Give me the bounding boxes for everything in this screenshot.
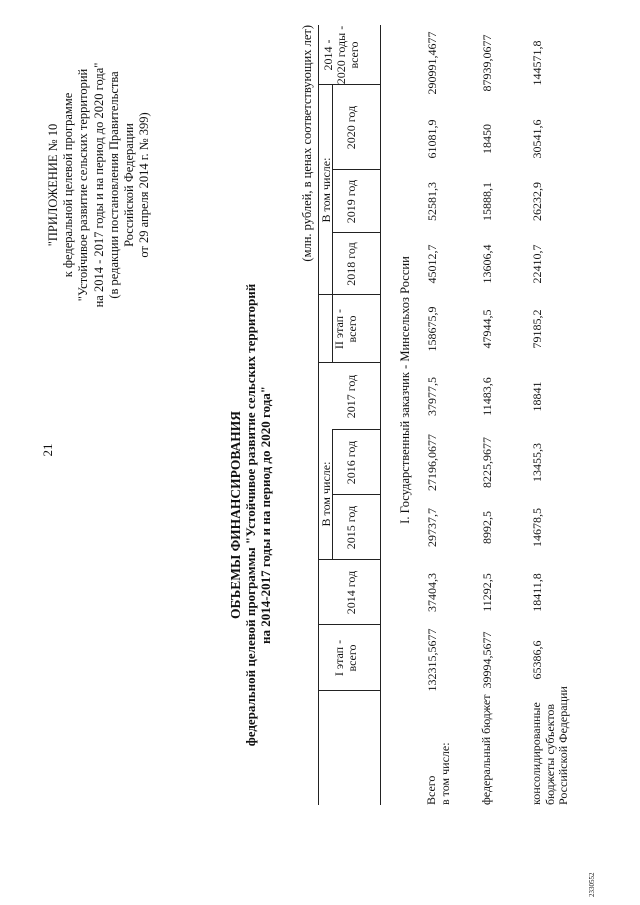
table-cell: 26232,9 — [530, 182, 544, 221]
table-cell: 8992,5 — [480, 511, 494, 544]
section-title: I. Государственный заказчик - Минсельхоз России — [398, 256, 412, 524]
table-cell: 47944,5 — [480, 309, 494, 349]
header-stage1-total — [333, 625, 359, 691]
header-text: II этап - — [332, 308, 346, 350]
row-label-total — [425, 742, 452, 805]
appendix-line: Российской Федерации — [122, 123, 137, 247]
table-cell: 11483,6 — [480, 377, 494, 416]
header-year: 2017 год — [344, 374, 358, 419]
table-cell: 87939,0677 — [480, 34, 494, 92]
header-stage2-total — [333, 295, 359, 363]
header-text: 2020 годы - — [334, 25, 348, 85]
header-top-rule — [318, 25, 319, 805]
appendix-line: от 29 апреля 2014 г. № 399) — [137, 112, 152, 258]
table-cell: 22410,7 — [530, 244, 544, 284]
header-year: 2018 год — [344, 242, 358, 286]
header-year: 2014 год — [344, 570, 358, 615]
table-cell: 52581,3 — [425, 182, 439, 221]
row-label-text: бюджеты субъектов — [542, 703, 557, 805]
row-label-text: Российской Федерации — [556, 686, 570, 805]
table-cell: 13606,4 — [480, 244, 494, 284]
table-cell: 65386,6 — [530, 640, 544, 680]
appendix-block — [46, 25, 152, 345]
row-label-text: консолидированные — [529, 702, 543, 805]
appendix-line: на 2014 - 2017 годы и на период до 2020 года" — [91, 62, 106, 308]
table-cell: 45012,7 — [425, 244, 439, 284]
unit-note: (млн. рублей, в ценах соответствующих лет) — [300, 25, 314, 262]
row-label-text: федеральный бюджет — [479, 694, 493, 805]
side-code: 2330552 — [588, 872, 596, 897]
header-text: всего — [345, 315, 359, 343]
table-cell: 29737,7 — [425, 508, 439, 547]
appendix-line: "Устойчивое развитие сельских территорий — [76, 68, 91, 302]
table-cell: 11292,5 — [480, 573, 494, 612]
table-cell: 37404,3 — [425, 573, 439, 612]
appendix-line: (в редакции постановления Правительства — [106, 71, 121, 299]
header-text: 2014 - — [321, 39, 335, 71]
table-cell: 39994,5677 — [480, 631, 494, 689]
table-cell: 27196,0677 — [425, 434, 439, 491]
table-cell: 144571,8 — [530, 40, 544, 86]
table-cell: 18841 — [530, 381, 544, 412]
title-line: ОБЪЕМЫ ФИНАНСИРОВАНИЯ — [228, 410, 243, 620]
header-text: всего — [345, 644, 359, 672]
title-line: на 2014-2017 годы и на период до 2020 года" — [258, 386, 273, 644]
table-cell: 37977,5 — [425, 377, 439, 416]
title-line: федеральной целевой программы "Устойчивое развитие сельских территорий — [243, 283, 258, 747]
header-year: 2019 год — [344, 179, 358, 224]
table-cell: 79185,2 — [530, 309, 544, 349]
row-label-text: в том числе: — [437, 742, 452, 805]
table-cell: 14678,5 — [530, 508, 544, 547]
header-grand-total — [322, 25, 361, 85]
table-cell: 290991,4677 — [425, 31, 439, 95]
header-bottom-rule — [380, 25, 381, 805]
header-including-2: В том числе: — [319, 157, 333, 223]
table-cell: 13455,3 — [530, 443, 544, 482]
table-cell: 18450 — [480, 124, 494, 154]
table-cell: 18411,8 — [530, 573, 544, 612]
table-cell: 61081,9 — [425, 119, 439, 159]
header-including-1: В том числе: — [319, 461, 333, 527]
table-cell: 132315,5677 — [425, 628, 439, 692]
page-number: 21 — [40, 443, 55, 457]
header-year: 2016 год — [344, 440, 358, 485]
header-year: 2020 год — [344, 105, 358, 150]
table-cell: 158675,9 — [425, 306, 439, 352]
table-cell: 30541,6 — [530, 119, 544, 159]
appendix-line: "ПРИЛОЖЕНИЕ № 10 — [46, 123, 60, 247]
row-label-federal — [480, 695, 494, 805]
table-cell: 15888,1 — [480, 182, 494, 221]
appendix-line: к федеральной целевой программе — [61, 92, 76, 278]
row-label-text: Всего — [424, 775, 438, 805]
table-cell: 8225,9677 — [480, 437, 494, 488]
document-title — [228, 255, 273, 775]
header-text: всего — [347, 41, 361, 69]
header-year: 2015 год — [344, 505, 358, 550]
header-text: I этап - — [332, 639, 346, 677]
